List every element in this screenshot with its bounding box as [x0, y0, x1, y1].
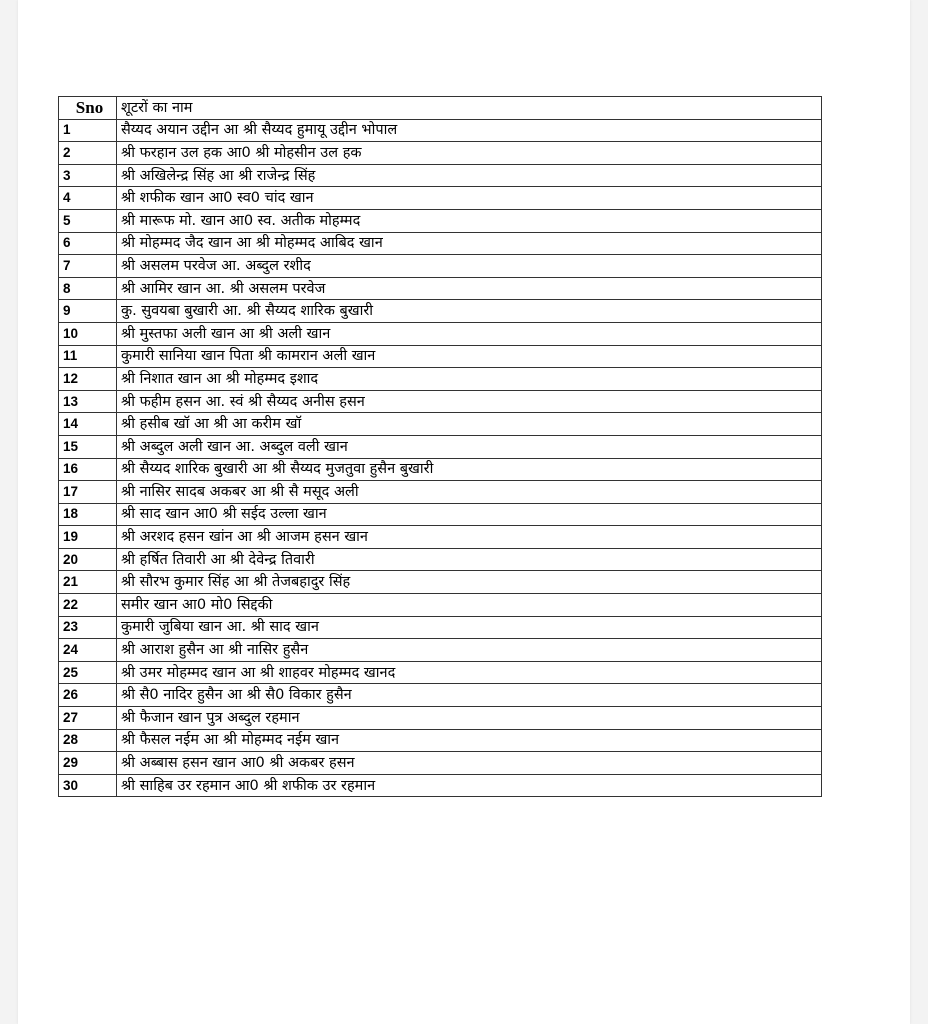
- table-row: [59, 684, 822, 707]
- table-row: [59, 390, 822, 413]
- table-row: [59, 707, 822, 730]
- table-row: [59, 435, 822, 458]
- serial-number-cell: 7: [59, 255, 117, 278]
- shooter-name-cell: श्री सै0 नादिर हुसैन आ श्री सै0 विकार हुसैन: [117, 684, 822, 707]
- table-row: [59, 413, 822, 436]
- serial-number-cell: 19: [59, 526, 117, 549]
- shooter-name-cell: श्री सैय्यद शारिक बुखारी आ श्री सैय्यद मुजतुवा हुसैन बुखारी: [117, 458, 822, 481]
- shooter-name-cell: श्री अखिलेन्द्र सिंह आ श्री राजेन्द्र सिंह: [117, 164, 822, 187]
- serial-number-cell: 23: [59, 616, 117, 639]
- shooter-name-cell: श्री मारूफ मो. खान आ0 स्व. अतीक मोहम्मद: [117, 209, 822, 232]
- serial-number-cell: 30: [59, 774, 117, 797]
- serial-number-cell: 3: [59, 164, 117, 187]
- serial-number-cell: 22: [59, 594, 117, 617]
- shooter-name-cell: कु. सुवयबा बुखारी आ. श्री सैय्यद शारिक बुखारी: [117, 300, 822, 323]
- table-row: [59, 322, 822, 345]
- table-row: [59, 209, 822, 232]
- shooter-name-cell: श्री मुस्तफा अली खान आ श्री अली खान: [117, 322, 822, 345]
- shooter-name-cell: श्री फहीम हसन आ. स्वं श्री सैय्यद अनीस हसन: [117, 390, 822, 413]
- serial-number-cell: 10: [59, 322, 117, 345]
- shooter-name-cell: श्री नासिर सादब अकबर आ श्री सै मसूद अली: [117, 481, 822, 504]
- table-row: [59, 752, 822, 775]
- table-row: [59, 548, 822, 571]
- document-page: [18, 0, 910, 1024]
- shooter-name-cell: श्री असलम परवेज आ. अब्दुल रशीद: [117, 255, 822, 278]
- table-row: [59, 119, 822, 142]
- serial-number-cell: 18: [59, 503, 117, 526]
- shooter-name-cell: श्री मोहम्मद जैद खान आ श्री मोहम्मद आबिद खान: [117, 232, 822, 255]
- shooter-name-cell: श्री अब्बास हसन खान आ0 श्री अकबर हसन: [117, 752, 822, 775]
- serial-number-cell: 13: [59, 390, 117, 413]
- serial-number-cell: 1: [59, 119, 117, 142]
- table-row: [59, 255, 822, 278]
- shooter-name-cell: श्री शफीक खान आ0 स्व0 चांद खान: [117, 187, 822, 210]
- sno-column-header: Sno: [59, 97, 117, 120]
- table-row: [59, 774, 822, 797]
- serial-number-cell: 16: [59, 458, 117, 481]
- serial-number-cell: 26: [59, 684, 117, 707]
- table-row: [59, 142, 822, 165]
- shooter-name-cell: श्री हसीब खॉ आ श्री आ करीम खॉ: [117, 413, 822, 436]
- table-row: [59, 571, 822, 594]
- serial-number-cell: 4: [59, 187, 117, 210]
- serial-number-cell: 14: [59, 413, 117, 436]
- table-row: [59, 594, 822, 617]
- shooter-name-cell: समीर खान आ0 मो0 सिद्दकी: [117, 594, 822, 617]
- serial-number-cell: 12: [59, 368, 117, 391]
- table-row: [59, 729, 822, 752]
- table-row: [59, 661, 822, 684]
- table-row: [59, 164, 822, 187]
- serial-number-cell: 9: [59, 300, 117, 323]
- shooter-name-cell: श्री सौरभ कुमार सिंह आ श्री तेजबहादुर सिंह: [117, 571, 822, 594]
- shooter-name-cell: सैय्यद अयान उद्दीन आ श्री सैय्यद हुमायू उद्दीन भोपाल: [117, 119, 822, 142]
- table-row: [59, 458, 822, 481]
- table-row: [59, 481, 822, 504]
- shooter-name-cell: श्री उमर मोहम्मद खान आ श्री शाहवर मोहम्मद खानद: [117, 661, 822, 684]
- serial-number-cell: 24: [59, 639, 117, 662]
- shooter-name-cell: श्री आराश हुसैन आ श्री नासिर हुसैन: [117, 639, 822, 662]
- shooter-name-cell: श्री साद खान आ0 श्री सईद उल्ला खान: [117, 503, 822, 526]
- serial-number-cell: 2: [59, 142, 117, 165]
- table-row: [59, 503, 822, 526]
- serial-number-cell: 25: [59, 661, 117, 684]
- shooter-name-cell: कुमारी जुबिया खान आ. श्री साद खान: [117, 616, 822, 639]
- serial-number-cell: 27: [59, 707, 117, 730]
- name-column-header: शूटरों का नाम: [117, 97, 822, 120]
- shooter-name-cell: कुमारी सानिया खान पिता श्री कामरान अली खान: [117, 345, 822, 368]
- table-row: [59, 368, 822, 391]
- serial-number-cell: 11: [59, 345, 117, 368]
- shooter-name-cell: श्री निशात खान आ श्री मोहम्मद इशाद: [117, 368, 822, 391]
- serial-number-cell: 29: [59, 752, 117, 775]
- table-row: [59, 277, 822, 300]
- table-row: [59, 345, 822, 368]
- serial-number-cell: 28: [59, 729, 117, 752]
- shooter-name-cell: श्री आमिर खान आ. श्री असलम परवेज: [117, 277, 822, 300]
- table-row: [59, 187, 822, 210]
- table-row: [59, 616, 822, 639]
- shooter-name-cell: श्री फरहान उल हक आ0 श्री मोहसीन उल हक: [117, 142, 822, 165]
- shooter-name-cell: श्री साहिब उर रहमान आ0 श्री शफीक उर रहमान: [117, 774, 822, 797]
- table-row: [59, 232, 822, 255]
- table-body: [59, 119, 822, 797]
- serial-number-cell: 17: [59, 481, 117, 504]
- shooter-name-cell: श्री हर्षित तिवारी आ श्री देवेन्द्र तिवारी: [117, 548, 822, 571]
- table-row: [59, 526, 822, 549]
- table-header-row: [59, 97, 822, 120]
- serial-number-cell: 8: [59, 277, 117, 300]
- serial-number-cell: 15: [59, 435, 117, 458]
- serial-number-cell: 5: [59, 209, 117, 232]
- serial-number-cell: 6: [59, 232, 117, 255]
- shooter-name-cell: श्री फैजान खान पुत्र अब्दुल रहमान: [117, 707, 822, 730]
- shooter-name-cell: श्री फैसल नईम आ श्री मोहम्मद नईम खान: [117, 729, 822, 752]
- table-row: [59, 300, 822, 323]
- serial-number-cell: 20: [59, 548, 117, 571]
- serial-number-cell: 21: [59, 571, 117, 594]
- shooters-table: [58, 96, 822, 797]
- table-row: [59, 639, 822, 662]
- shooter-name-cell: श्री अरशद हसन खांन आ श्री आजम हसन खान: [117, 526, 822, 549]
- shooter-name-cell: श्री अब्दुल अली खान आ. अब्दुल वली खान: [117, 435, 822, 458]
